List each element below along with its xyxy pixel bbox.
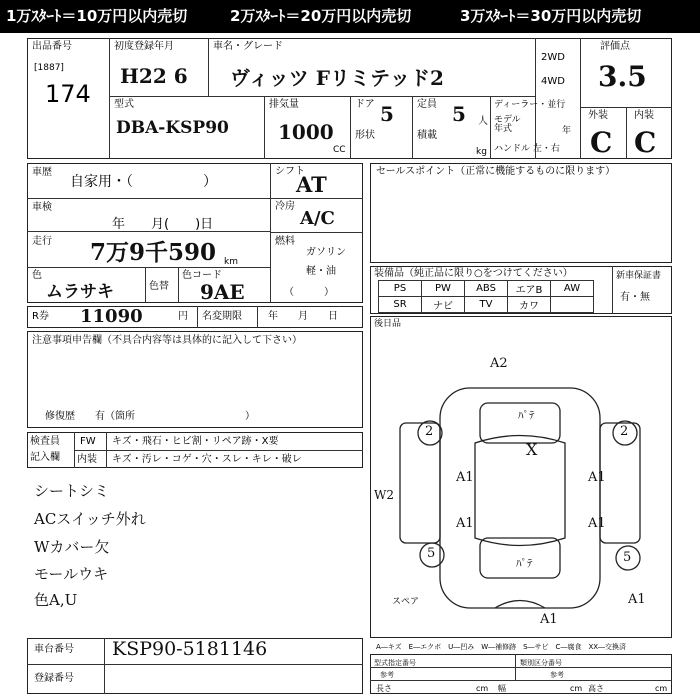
drive-4wd: 4WD: [541, 76, 565, 87]
registration-label: 登録番号: [34, 673, 74, 684]
color-code-label: 色コード: [182, 270, 222, 281]
spare-label: スペア: [392, 597, 420, 607]
reference-label: 参考: [550, 671, 564, 679]
color-value: ムラサキ: [46, 282, 114, 302]
length-unit: cm: [476, 684, 489, 693]
equipment-table: [378, 280, 594, 313]
shift-label: シフト: [275, 166, 305, 177]
damage-mark-putty: ﾊﾟﾃ: [516, 557, 533, 570]
reference-label: 参考: [380, 671, 394, 679]
mileage-label: 走行: [32, 236, 52, 247]
height-label: 高さ: [588, 684, 604, 693]
ac-value: A/C: [300, 208, 335, 229]
damage-mark-2: 2: [425, 424, 434, 439]
load-unit: kg: [476, 147, 487, 157]
mileage-value: 7万9千590: [90, 239, 217, 266]
lot-sub: [1887]: [34, 63, 64, 73]
inspector-interior-label: 内装: [77, 454, 97, 465]
model-year-label: モデル 年式: [494, 115, 521, 134]
equipment-tv: TV: [465, 297, 508, 313]
equipment-airbag: エアB: [508, 281, 551, 297]
capacity-value: 5: [452, 102, 466, 126]
inspector-fw-text: キズ・飛石・ヒビ割・リペア跡・X要: [112, 436, 279, 447]
handle-label: ハンドル 左・右: [494, 144, 560, 154]
inspector-fw-label: FW: [80, 436, 96, 447]
fuel-option-gasoline: ガソリン: [306, 247, 346, 258]
load-label: 積載: [417, 130, 437, 141]
recycle-unit: 円: [178, 311, 188, 322]
damage-mark-a1: A1: [628, 592, 646, 607]
equipment-abs: ABS: [465, 281, 508, 297]
damage-mark-a1: A1: [540, 612, 558, 627]
banner-start-2: 2万ｽﾀｰﾄ＝20万円以内売切: [230, 7, 412, 25]
damage-mark-a2: A2: [490, 356, 508, 371]
chassis-label: 車台番号: [34, 644, 74, 655]
exterior-label: 外装: [588, 110, 608, 121]
damage-mark-5: 5: [427, 546, 436, 561]
grade-label: 評価点: [600, 41, 630, 52]
banner-start-1: 1万ｽﾀｰﾄ＝10万円以内売切: [6, 7, 188, 25]
displacement-label: 排気量: [269, 99, 299, 110]
capacity-label: 定員: [417, 99, 437, 110]
first-reg-label: 初度登録年月: [114, 41, 174, 52]
repaint-label: 色替: [149, 281, 169, 292]
class-number-label: 類別区分番号: [520, 659, 562, 667]
banner-start-3: 3万ｽﾀｰﾄ＝30万円以内売切: [460, 7, 642, 25]
exterior-value: C: [590, 126, 613, 159]
handwritten-note: 色A,U: [34, 591, 78, 609]
damage-mark-w2: W2: [374, 488, 394, 502]
handwritten-note: シートシミ: [34, 482, 110, 500]
inspector-label-1: 検査員: [30, 436, 60, 447]
lot-number: 174: [45, 80, 91, 108]
displacement-unit: CC: [333, 145, 346, 155]
lot-label: 出品番号: [32, 41, 72, 52]
doors-value: 5: [380, 102, 394, 126]
damage-mark-a1: A1: [588, 470, 606, 485]
color-label: 色: [32, 270, 42, 281]
interior-label: 内装: [634, 110, 654, 121]
car-name-value: ヴィッツ Fリミテッド2: [230, 66, 444, 90]
type-designation-label: 型式指定番号: [374, 659, 416, 667]
chassis-value: KSP90-5181146: [112, 638, 268, 660]
equipment-ps: PS: [379, 281, 422, 297]
recycle-value: 11090: [80, 306, 143, 327]
warranty-label: 新車保証書: [616, 271, 662, 281]
equipment-empty: [551, 297, 594, 313]
ac-label: 冷房: [275, 201, 295, 212]
displacement-value: 1000: [278, 120, 334, 144]
width-label: 幅: [498, 684, 506, 693]
equipment-navi: ナビ: [422, 297, 465, 313]
width-unit: cm: [570, 684, 583, 693]
damage-mark-putty: ﾊﾟﾃ: [518, 409, 535, 422]
damage-mark-2: 2: [620, 424, 629, 439]
equipment-label: 装備品（純正品に限り○をつけてください）: [374, 268, 573, 279]
equipment-pw: PW: [422, 281, 465, 297]
grade-value: 3.5: [598, 60, 647, 93]
damage-mark-x: X: [526, 440, 538, 459]
height-unit: cm: [655, 684, 668, 693]
length-label: 長さ: [376, 684, 392, 693]
history-value: 自家用・（ ）: [70, 174, 217, 190]
repair-label: 修復歴 有（箇所 ）: [45, 411, 255, 422]
shape-label: 形状: [355, 130, 375, 141]
car-name-label: 車名・グレード: [213, 41, 283, 52]
interior-value: C: [634, 126, 657, 159]
notes-label: 注意事項申告欄（不具合内容等は具体的に記入して下さい）: [32, 335, 302, 346]
inspector-interior-text: キズ・汚レ・コゲ・穴・スレ・キレ・破レ: [112, 454, 302, 465]
handwritten-note: モールウキ: [34, 565, 109, 583]
handwritten-note: Wカバー欠: [34, 538, 110, 556]
inspector-label-2: 記入欄: [30, 452, 60, 463]
year-unit: 年: [562, 126, 572, 136]
auction-banner: [0, 0, 700, 33]
mileage-unit: km: [224, 257, 238, 267]
model-label: 型式: [114, 99, 134, 110]
equipment-leather: カワ: [508, 297, 551, 313]
car-damage-diagram: [380, 358, 670, 628]
warranty-value: 有・無: [620, 292, 650, 303]
recycle-label: R券: [32, 311, 49, 322]
shift-value: AT: [296, 172, 327, 197]
sales-point-section: [370, 163, 672, 263]
equipment-sr: SR: [379, 297, 422, 313]
dealer-label: ディーラー・並行: [494, 100, 566, 110]
inspection-label: 車検: [32, 202, 52, 213]
damage-legend: A―キズ E―エクボ U―凹み W―補修跡 S―サビ C―腐食 XX―交換済: [376, 643, 627, 651]
capacity-unit: 人: [478, 116, 488, 127]
sales-point-label: セールスポイント（正常に機能するものに限ります）: [376, 166, 616, 177]
damage-mark-a1: A1: [456, 470, 474, 485]
doors-label: ドア: [355, 99, 375, 110]
handwritten-note: ACスイッチ外れ: [34, 510, 146, 528]
fuel-option-other: （ ）: [284, 287, 334, 298]
model-value: DBA-KSP90: [116, 118, 229, 138]
damage-mark-a1: A1: [456, 516, 474, 531]
history-label: 車歴: [32, 167, 52, 178]
fuel-option-light-oil: 軽・油: [306, 266, 336, 277]
drive-2wd: 2WD: [541, 52, 565, 63]
first-reg-value: H22 6: [120, 64, 188, 88]
after-item-label: 後日品: [374, 319, 402, 329]
color-code-value: 9AE: [200, 280, 245, 304]
fuel-label: 燃料: [275, 236, 295, 247]
name-change-value: 年 月 日: [268, 311, 338, 322]
name-change-label: 名変期限: [202, 311, 242, 322]
damage-mark-5: 5: [623, 550, 632, 565]
inspection-value: 年 月( )日: [112, 217, 214, 232]
damage-mark-a1: A1: [588, 516, 606, 531]
equipment-aw: AW: [551, 281, 594, 297]
